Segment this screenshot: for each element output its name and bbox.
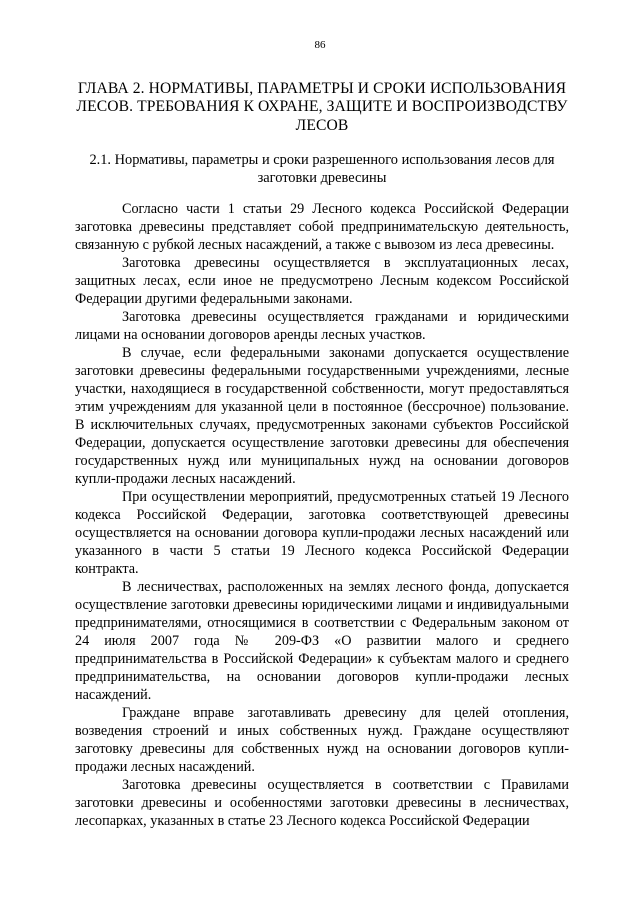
chapter-title: ГЛАВА 2. НОРМАТИВЫ, ПАРАМЕТРЫ И СРОКИ ИСПОЛЬЗОВАНИЯ ЛЕСОВ. ТРЕБОВАНИЯ К ОХРАНЕ, ЗАЩИТЕ И ВОСПРОИЗВОДСТВУ ЛЕСОВ xyxy=(76,80,568,134)
body-text xyxy=(75,200,569,830)
paragraph: При осуществлении мероприятий, предусмотренных статьей 19 Лесного кодекса Российской Федерации, заготовка соответствующей древесины осуществляется на основании договора купли-продажи лесных насаждений или указанного в части 5 статьи 19 Лесного кодекса Российской Федерации контракта. xyxy=(75,489,569,577)
paragraph: Заготовка древесины осуществляется гражданами и юридическими лицами на основании договоров аренды лесных участков. xyxy=(75,309,569,343)
page-number: 86 xyxy=(314,39,326,51)
paragraph: Заготовка древесины осуществляется в эксплуатационных лесах, защитных лесах, если иное не предусмотрено Лесным кодексом Российской Федерации другими федеральными законами. xyxy=(75,255,569,307)
section-title: 2.1. Нормативы, параметры и сроки разрешенного использования лесов для заготовки древесины xyxy=(89,152,555,186)
paragraph: Заготовка древесины осуществляется в соответствии с Правилами заготовки древесины и особенностями заготовки древесины в лесничествах, лесопарках, указанных в статье 23 Лесного кодекса Российской Федерации xyxy=(75,777,569,829)
paragraph: Граждане вправе заготавливать древесину для целей отопления, возведения строений и иных собственных нужд. Граждане осуществляют заготовку древесины для собственных нужд на основании договоров купли-продажи лесных насаждений. xyxy=(75,705,569,775)
paragraph: В случае, если федеральными законами допускается осуществление заготовки древесины федеральными государственными учреждениями, лесные участки, находящиеся в государственной собственности, могут предоставляться этим учреждениям для указанной цели в постоянное (бессрочное) пользование. В исключительных случаях, предусмотренных законами субъектов Российской Федерации, допускается осуществление заготовки древесины для обеспечения государственных нужд или муниципальных нужд на основании договоров купли-продажи лесных насаждений. xyxy=(75,345,569,487)
paragraph: В лесничествах, расположенных на землях лесного фонда, допускается осуществление заготовки древесины юридическими лицами и индивидуальными предпринимателями, относящимися в соответствии с Федеральным законом от 24 июля 2007 года № 209-ФЗ «О развитии малого и среднего предпринимательства в Российской Федерации» к субъектам малого и среднего предпринимательства, на основании договоров купли-продажи лесных насаждений. xyxy=(75,579,569,703)
paragraph: Согласно части 1 статьи 29 Лесного кодекса Российской Федерации заготовка древесины представляет собой предпринимательскую деятельность, связанную с рубкой лесных насаждений, а также с вывозом из леса древесины. xyxy=(75,201,569,253)
